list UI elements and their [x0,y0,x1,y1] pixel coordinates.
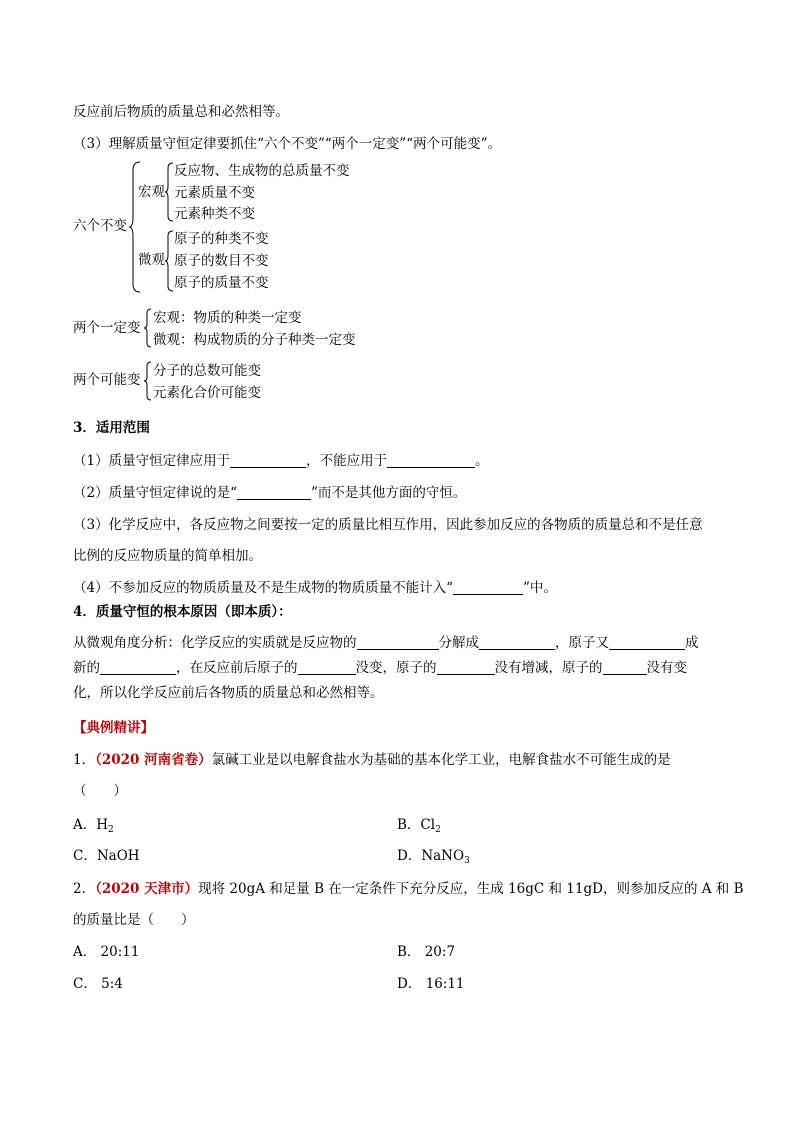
two-may-item: 分子的总数可能变 [153,363,261,379]
micro-item: 原子的种类不变 [174,231,269,247]
q1-option-c[interactable]: C．NaOH [73,848,140,864]
q1-option-a[interactable]: A．$H_2$ [73,817,114,835]
examples-heading: 【典例精讲】 [73,720,154,736]
section4-line1: 从微观角度分析：化学反应的实质就是反应物的 分解成 ，原子又 成 [73,635,699,651]
question-2: 2．（2020 天津市）现将 20gA 和足量 B 在一定条件下充分反应，生成 16gC 和 11gD，则参加反应的 A 和 B [73,881,744,897]
section4-line2: 新的 ，在反应前后原子的 没变，原子的 没有增减，原子的 没有变 [73,660,687,676]
question-source: （2020 河南省卷） [95,752,212,768]
fill-blank[interactable] [437,660,495,675]
macro-brace [164,162,174,222]
two-must-item: 宏观：物质的种类一定变 [153,310,302,326]
question-2-line2: 的质量比是（ ） [73,912,195,928]
micro-brace [164,230,174,292]
fill-blank[interactable] [100,660,176,675]
fill-blank[interactable] [479,635,555,650]
six-unchanged-brace [128,160,142,294]
question-1: 1．（2020 河南省卷）氯碱工业是以电解食盐水为基础的基本化学工业，电解食盐水不可能生成的是 [73,752,671,768]
section3-p1: （1）质量守恒定律应用于 ，不能应用于 。 [73,453,489,469]
two-may-brace [143,361,152,401]
section4-heading: 4．质量守恒的根本原因（即本质）： [73,604,292,620]
q1-option-d[interactable]: D．NaNO$_3$ [397,848,470,866]
two-must-item: 微观：构成物质的分子种类一定变 [153,332,356,348]
section4-line3: 化，所以化学反应前后各物质的质量总和必然相等。 [73,685,384,701]
two-must-label: 两个一定变 [73,320,141,336]
macro-label: 宏观 [138,184,165,200]
section3-p3-line2: 比例的反应物质量的简单相加。 [73,548,262,564]
micro-item: 原子的数目不变 [174,253,269,269]
micro-label: 微观 [138,252,165,268]
section3-heading: 3．适用范围 [73,420,150,436]
fill-blank[interactable] [230,453,306,468]
fill-blank[interactable] [609,635,685,650]
q2-option-a[interactable]: A． 20:11 [73,944,140,960]
q2-option-d[interactable]: D． 16:11 [397,976,465,992]
micro-item: 原子的质量不变 [174,275,269,291]
two-may-label: 两个可能变 [73,372,141,388]
two-must-brace [143,308,152,348]
fill-blank[interactable] [298,660,356,675]
fill-blank[interactable] [603,660,647,675]
q1-option-b[interactable]: B．$Cl_2$ [397,817,441,835]
macro-item: 元素种类不变 [174,206,255,222]
section3-p3-line1: （3）化学反应中，各反应物之间要按一定的质量比相互作用，因此参加反应的各物质的质量总和不是任意 [73,517,703,533]
question-source: （2020 天津市） [95,881,199,897]
fill-blank[interactable] [387,453,475,468]
section3-p2: （2）质量守恒定律说的是“ ”而不是其他方面的守恒。 [73,485,467,501]
fill-blank[interactable] [357,635,439,650]
section3-p4: （4）不参加反应的物质质量及不是生成物的物质质量不能计入“ ”中。 [73,580,557,596]
q2-option-c[interactable]: C． 5:4 [73,976,123,992]
macro-item: 反应物、生成物的总质量不变 [174,163,350,179]
q2-option-b[interactable]: B． 20:7 [397,944,456,960]
six-unchanged-label: 六个不变 [73,218,127,234]
macro-item: 元素质量不变 [174,185,255,201]
intro-line: 反应前后物质的质量总和必然相等。 [73,104,289,120]
fill-blank[interactable] [453,580,523,595]
question-1-paren: （ ） [73,783,127,799]
item3-title: （3）理解质量守恒定律要抓住“六个不变”“两个一定变”“两个可能变”。 [73,136,501,152]
fill-blank[interactable] [237,485,311,500]
two-may-item: 元素化合价可能变 [153,385,261,401]
